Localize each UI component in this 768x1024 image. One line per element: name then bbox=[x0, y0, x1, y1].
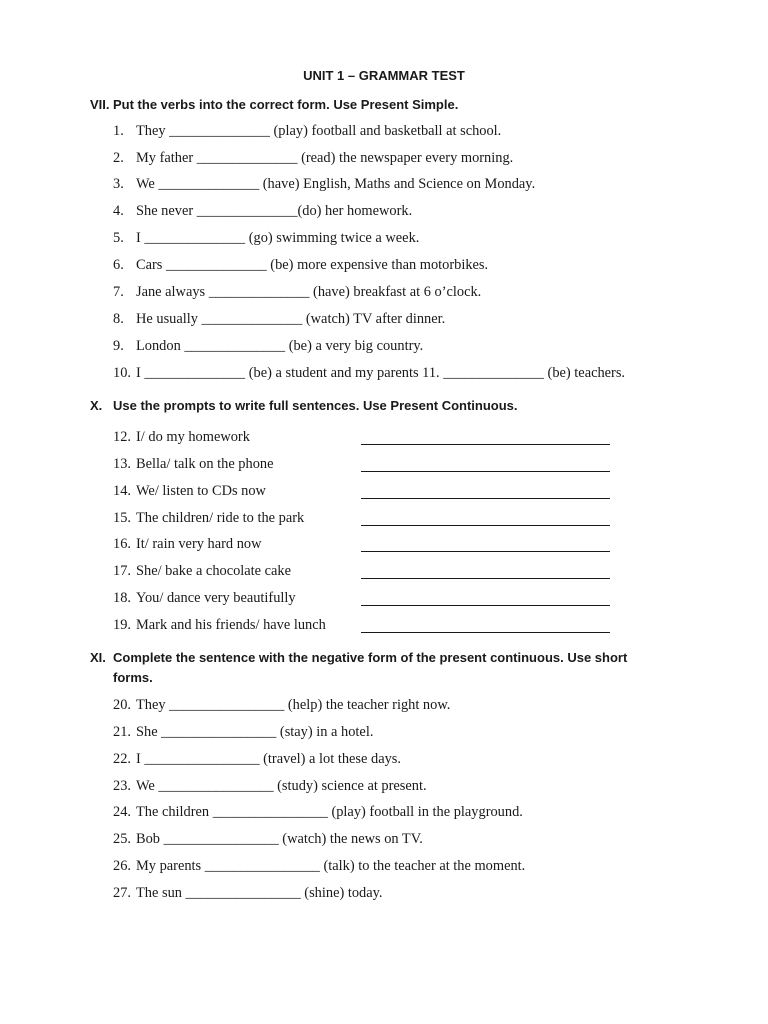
item-number: 8. bbox=[113, 311, 124, 327]
section-10-instruction: Use the prompts to write full sentences. Use Present Continuous. bbox=[113, 398, 518, 413]
answer-line[interactable] bbox=[361, 525, 610, 526]
item-number: 14. bbox=[113, 483, 131, 499]
item-number: 7. bbox=[113, 284, 124, 300]
item-prompt: You/ dance very beautifully bbox=[136, 590, 296, 606]
item-prompt: She/ bake a chocolate cake bbox=[136, 563, 292, 579]
item-number: 4. bbox=[113, 203, 124, 219]
item-number: 25. bbox=[113, 831, 131, 847]
item-number: 1. bbox=[113, 123, 124, 139]
answer-line[interactable] bbox=[361, 632, 610, 633]
item-text: I ______________ (go) swimming twice a week. bbox=[136, 230, 420, 246]
item-text: I ______________ (be) a student and my parents 11. ______________ (be) teachers. bbox=[136, 365, 626, 381]
section-11-instruction-cont: forms. bbox=[113, 670, 153, 685]
section-7-instruction: Put the verbs into the correct form. Use Present Simple. bbox=[113, 97, 459, 112]
item-text: They ______________ (play) football and basketball at school. bbox=[136, 123, 502, 139]
item-number: 5. bbox=[113, 230, 124, 246]
item-prompt: Mark and his friends/ have lunch bbox=[136, 617, 326, 633]
section-11-instruction: Complete the sentence with the negative form of the present continuous. Use short bbox=[113, 650, 628, 665]
item-text: My father ______________ (read) the newspaper every morning. bbox=[136, 150, 514, 166]
item-prompt: We/ listen to CDs now bbox=[136, 483, 266, 499]
answer-line[interactable] bbox=[361, 605, 610, 606]
item-text: I ________________ (travel) a lot these days. bbox=[136, 751, 401, 767]
item-text: She ________________ (stay) in a hotel. bbox=[136, 724, 374, 740]
answer-line[interactable] bbox=[361, 498, 610, 499]
item-prompt: Bella/ talk on the phone bbox=[136, 456, 274, 472]
item-number: 13. bbox=[113, 456, 131, 472]
section-10-number: X. bbox=[90, 398, 103, 413]
item-number: 12. bbox=[113, 429, 131, 445]
item-number: 20. bbox=[113, 697, 131, 713]
answer-line[interactable] bbox=[361, 578, 610, 579]
item-prompt: It/ rain very hard now bbox=[136, 536, 262, 552]
item-prompt: The children/ ride to the park bbox=[136, 510, 305, 526]
item-text: The children ________________ (play) football in the playground. bbox=[136, 804, 523, 820]
item-number: 9. bbox=[113, 338, 124, 354]
item-text: Bob ________________ (watch) the news on TV. bbox=[136, 831, 423, 847]
item-number: 21. bbox=[113, 724, 131, 740]
answer-line[interactable] bbox=[361, 551, 610, 552]
item-number: 2. bbox=[113, 150, 124, 166]
section-11-heading bbox=[90, 648, 678, 688]
item-number: 6. bbox=[113, 257, 124, 273]
section-10-heading bbox=[90, 396, 678, 416]
item-text: Jane always ______________ (have) breakfast at 6 o’clock. bbox=[136, 284, 482, 300]
item-number: 3. bbox=[113, 176, 124, 192]
item-number: 10. bbox=[113, 365, 131, 381]
item-number: 15. bbox=[113, 510, 131, 526]
answer-line[interactable] bbox=[361, 444, 610, 445]
answer-line[interactable] bbox=[361, 471, 610, 472]
item-prompt: I/ do my homework bbox=[136, 429, 250, 445]
page-title: UNIT 1 – GRAMMAR TEST bbox=[303, 68, 465, 83]
section-7-heading bbox=[90, 95, 678, 115]
item-number: 23. bbox=[113, 778, 131, 794]
item-text: They ________________ (help) the teacher right now. bbox=[136, 697, 451, 713]
item-number: 24. bbox=[113, 804, 131, 820]
item-number: 19. bbox=[113, 617, 131, 633]
section-7-number: VII. bbox=[90, 97, 110, 112]
item-text: She never ______________(do) her homework. bbox=[136, 203, 413, 219]
item-number: 27. bbox=[113, 885, 131, 901]
item-number: 26. bbox=[113, 858, 131, 874]
item-text: He usually ______________ (watch) TV after dinner. bbox=[136, 311, 446, 327]
item-number: 16. bbox=[113, 536, 131, 552]
section-11-number: XI. bbox=[90, 650, 106, 665]
item-text: The sun ________________ (shine) today. bbox=[136, 885, 383, 901]
item-text: We ________________ (study) science at present. bbox=[136, 778, 427, 794]
item-text: Cars ______________ (be) more expensive than motorbikes. bbox=[136, 257, 489, 273]
item-number: 22. bbox=[113, 751, 131, 767]
item-number: 17. bbox=[113, 563, 131, 579]
item-number: 18. bbox=[113, 590, 131, 606]
item-text: My parents ________________ (talk) to the teacher at the moment. bbox=[136, 858, 526, 874]
item-text: We ______________ (have) English, Maths and Science on Monday. bbox=[136, 176, 536, 192]
item-text: London ______________ (be) a very big country. bbox=[136, 338, 424, 354]
